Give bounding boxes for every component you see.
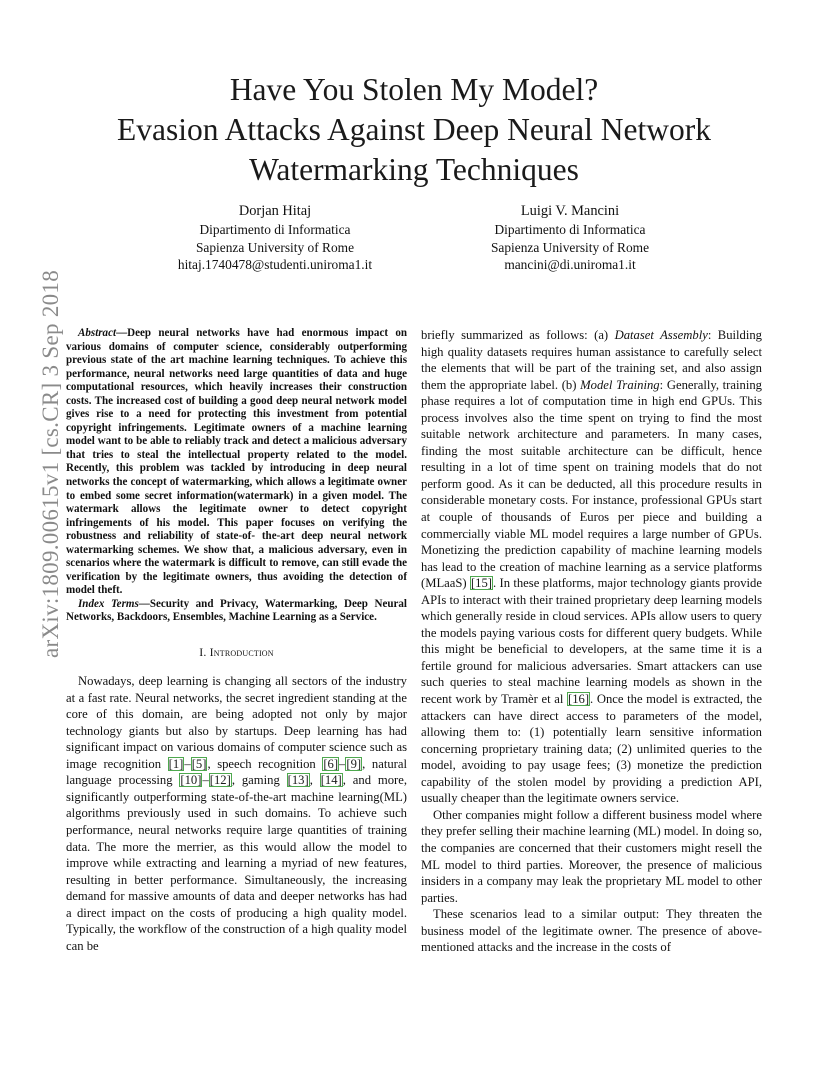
right-column [421,327,762,956]
abstract-text: —Deep neural networks have had enormous impact on various domains of computer science, considerably outperforming previous state of the art machine learning techniques. To achieve this performance, neural networks need large quantities of data and huge computational resources, which heavily increases their construction costs. The increased cost of building a good deep neural network model gives rise to a need for protecting this investment from potential copyright infringements. Legitimate owners of a machine learning model want to be able to reliably track and detect a malicious adversary that tries to steal the intellectual property related to the model. Recently, this problem was tackled by introducing in deep neural networks the concept of watermarking, which allows a legitimate owner to embed some secret information(watermark) in a given model. The watermark allows the legitimate owner to detect copyright infringements of his model. This paper focuses on verifying the robustness and reliability of state-of- the-art deep neural network watermarking schemes. We show that, a malicious adversary, even in scenarios where the watermark is difficult to remove, can still evade the verification by the legitimate owners, thus avoiding the detection of model theft. [66,327,407,597]
index-terms-label: Index Terms [78,597,139,610]
author-department: Dipartimento di Informatica [494,222,646,237]
title-line-2: Evasion Attacks Against Deep Neural Network [117,112,711,147]
citation-link[interactable]: [14] [320,773,342,788]
right-paragraph-3: These scenarios lead to a similar output: They threaten the business model of the legitimate owner. The presence of above-mentioned attacks and the increase in the costs of [421,907,762,955]
author-email[interactable]: mancini@di.uniroma1.it [504,257,636,272]
paper-title [90,70,738,190]
left-column [66,327,407,954]
section-heading-introduction [66,645,407,660]
author-name: Dorjan Hitaj [238,203,312,219]
right-paragraph-2: Other companies might follow a different business model where they prefer selling their machine learning (ML) model. In doing so, the companies are concerned that their customers might resell the ML model to third parties. Moreover, the presence of malicious insiders in a company may leak the proprietary ML model to other parties. [421,807,762,905]
right-paragraph-1: briefly summarized as follows: (a) Dataset Assembly: Building high quality datasets requires human assistance to carefully select the elements that will be part of the training set, and also assign them the appropriate label. (b) Model Training: Generally, training phase requires a lot of computation time in high end GPUs. This process involves also the time spent on trying to find the most suitable network architecture and parameters. In many cases, finding the most suitable architecture can be difficult, hence resulting in a lot of time spent on training models that do not perform good. As it can be deducted, all this procedure results in considerable monetary costs. For instance, professional GPUs start at couple of thousands of Euros per piece and building a commercially viable ML model requires a large number of GPUs. Monetizing the prediction capability of machine learning models has lead to the creation of machine learning as a service platforms (MLaaS) [15]. In these platforms, major technology giants provide APIs to interact with their trained proprietary deep learning models which generally reside in cloud services. APIs allow users to query the models paying various costs for different query budgets. While this might be beneficial to developers, at the same time it is a fertile ground for malicious adversaries. Smart attackers can use such queries to steal machine learning models as shown in the recent work by Tramèr et al [16]. Once the model is extracted, the attackers can have direct access to parameters of the model, allowing them to: (1) potentially learn sensitive information concerning proprietary training data; (2) unlimited queries to the model, avoiding to pay usage fees; (3) monetize the prediction capability of the stolen model by providing a prediction API, usually cheaper than the legitimate owners service. [421,328,763,806]
author-name: Luigi V. Mancini [520,203,620,219]
author-block-2 [455,202,685,274]
abstract [66,327,407,598]
abstract-label: Abstract [78,327,117,339]
section-number: I. [199,645,207,660]
citation-link[interactable]: [12] [209,773,231,788]
citation-link[interactable]: [15] [470,576,493,591]
author-block-1 [160,202,390,274]
author-email[interactable]: hitaj.1740478@studenti.uniroma1.it [177,257,373,272]
author-department: Dipartimento di Informatica [199,222,351,237]
citation-link[interactable]: [6] [323,756,339,771]
title-line-1: Have You Stolen My Model? [229,72,599,107]
arxiv-identifier-stamp: arXiv:1809.00615v1 [cs.CR] 3 Sep 2018 [38,269,63,658]
citation-link[interactable]: [9] [346,756,362,771]
author-university: Sapienza University of Rome [195,239,355,255]
intro-paragraph-1: Nowadays, deep learning is changing all sectors of the industry at a fast rate. Neural networks, the secret ingredient standing at the core of this domain, are being adopted not only by major technology giants but also by startups. Deep learning has had significant impact on various domains of computer science such as image recognition [1]–[5], speech recognition [6]–[9], natural language processing [10]–[12], gaming [13], [14], and more, significantly outperforming state-of-the-art machine learning(ML) algorithms previously used in such domains. To achieve such performance, neural networks require large quantities of training data. The more the merrier, as this would allow the model to improve while extracting and learning a myriad of new features, resulting in better performance. Simultaneously, the increasing demand for massive amounts of data and deeper networks has had a direct impact on the costs of producing a high quality model. Typically, the workflow of the construction of a high quality model can be [66,674,408,953]
index-terms [66,598,407,625]
index-terms-text: —Security and Privacy, Watermarking, Deep Neural Networks, Backdoors, Ensembles, Machine Learning as a Service. [66,597,407,624]
emphasis-dataset-assembly: Dataset Assembly [614,328,708,342]
citation-link[interactable]: [5] [191,756,207,771]
citation-link[interactable]: [16] [567,692,590,707]
emphasis-model-training: Model Training [580,377,660,392]
citation-link[interactable]: [10] [180,773,202,788]
section-title: Introduction [209,645,274,660]
citation-link[interactable]: [13] [287,773,309,788]
title-line-3: Watermarking Techniques [249,152,579,187]
author-university: Sapienza University of Rome [490,239,650,255]
citation-link[interactable]: [1] [168,756,184,771]
